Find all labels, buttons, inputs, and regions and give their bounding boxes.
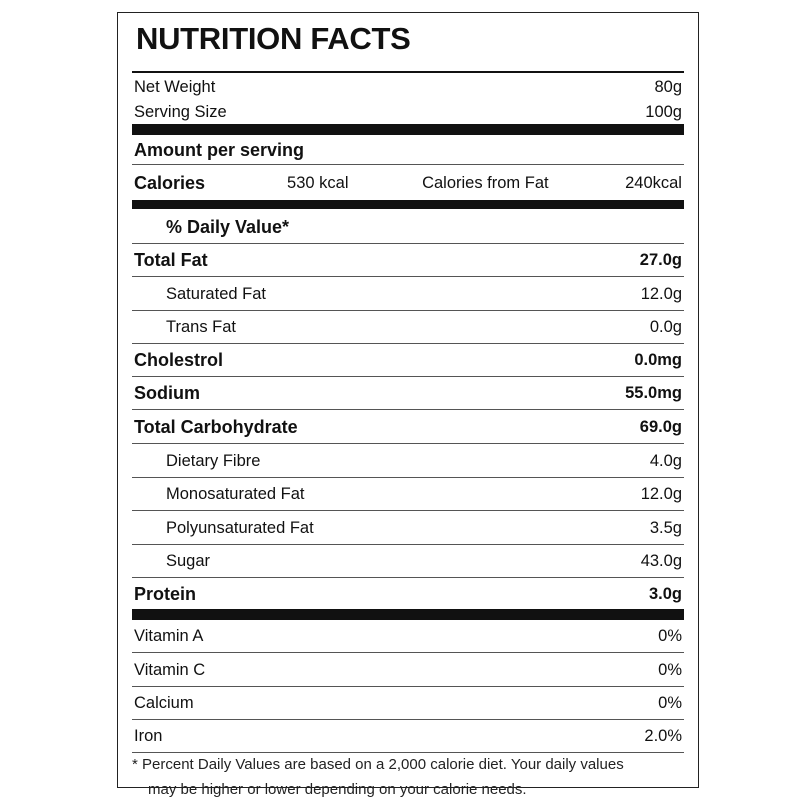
nutrient-value: 55.0mg — [625, 384, 682, 402]
calories-value: 530 kcal — [287, 173, 349, 192]
vitamin-value: 0% — [658, 694, 682, 712]
nutrient-name: Sodium — [134, 383, 200, 403]
vitamin-value: 0% — [658, 660, 682, 679]
serving-size-label: Serving Size — [134, 102, 227, 121]
nutrient-value: 43.0g — [640, 552, 682, 570]
net-weight-value: 80g — [654, 77, 682, 96]
nutrient-name: Total Carbohydrate — [134, 416, 298, 437]
divider-thick-2 — [132, 200, 684, 209]
vitamin-row-iron — [132, 721, 684, 753]
nutrient-name: Polyunsaturated Fat — [166, 518, 314, 537]
vitamin-name: Calcium — [134, 694, 194, 712]
footnote-line-2: may be higher or lower depending on your calorie needs. — [148, 781, 527, 798]
daily-value-header — [132, 211, 684, 244]
net-weight-label: Net Weight — [134, 77, 216, 96]
nutrient-row-protein — [132, 579, 684, 609]
nutrition-label — [117, 12, 699, 798]
label-inner — [132, 13, 684, 798]
calories-row — [132, 166, 684, 200]
divider-thick-3 — [132, 609, 684, 620]
nutrient-row-monosaturated-fat — [132, 479, 684, 511]
nutrient-name: Protein — [134, 583, 197, 604]
nutrient-name: Saturated Fat — [166, 284, 266, 303]
vitamin-value: 2.0% — [644, 727, 682, 745]
nutrient-name: Cholestrol — [134, 350, 224, 370]
nutrient-value: 3.0g — [648, 584, 682, 603]
nutrient-row-total-fat — [132, 245, 684, 277]
nutrient-row-cholestrol — [132, 345, 684, 377]
calories-from-fat-value: 240kcal — [625, 173, 682, 192]
nutrient-value: 12.0g — [640, 485, 682, 503]
serving-size-row — [132, 100, 684, 124]
vitamin-row-a — [132, 621, 684, 653]
nutrient-name: Sugar — [166, 552, 211, 570]
nutrient-row-total-carbohydrate — [132, 411, 684, 444]
net-weight-row — [132, 75, 684, 99]
calories-from-fat-label: Calories from Fat — [422, 173, 549, 192]
label-title: NUTRITION FACTS — [136, 21, 411, 56]
amount-per-serving — [132, 137, 684, 165]
nutrient-value: 27.0g — [639, 251, 682, 269]
nutrient-row-polyunsaturated-fat — [132, 512, 684, 545]
nutrient-row-dietary-fibre — [132, 445, 684, 478]
nutrient-row-sodium — [132, 378, 684, 410]
amount-label: Amount per serving — [134, 140, 305, 160]
serving-size-value: 100g — [645, 102, 682, 121]
nutrient-value: 3.5g — [649, 518, 682, 537]
nutrient-value: 12.0g — [640, 284, 682, 303]
nutrient-row-sugar — [132, 546, 684, 578]
nutrient-name: Monosaturated Fat — [166, 485, 305, 503]
footnote — [132, 752, 684, 802]
vitamin-value: 0% — [658, 627, 682, 645]
vitamin-name: Vitamin C — [134, 660, 206, 679]
nutrient-value: 69.0g — [639, 417, 682, 436]
vitamin-row-calcium — [132, 688, 684, 720]
nutrient-row-saturated-fat — [132, 278, 684, 311]
daily-value-label: % Daily Value* — [166, 216, 290, 237]
nutrient-value: 4.0g — [649, 451, 682, 470]
nutrient-name: Trans Fat — [166, 318, 236, 336]
vitamin-name: Iron — [134, 727, 163, 745]
nutrient-value: 0.0g — [649, 318, 682, 336]
footnote-line-1: * Percent Daily Values are based on a 2,000 calorie diet. Your daily values — [132, 756, 624, 773]
nutrient-row-trans-fat — [132, 312, 684, 344]
calories-group — [132, 173, 684, 194]
calories-label: Calories — [134, 172, 206, 193]
divider-thick-1 — [132, 124, 684, 135]
vitamin-name: Vitamin A — [134, 627, 204, 645]
nutrient-name: Dietary Fibre — [166, 451, 261, 470]
nutrient-value: 0.0mg — [634, 351, 682, 369]
nutrient-name: Total Fat — [134, 250, 208, 270]
divider-title — [132, 71, 684, 73]
vitamin-row-c — [132, 654, 684, 687]
